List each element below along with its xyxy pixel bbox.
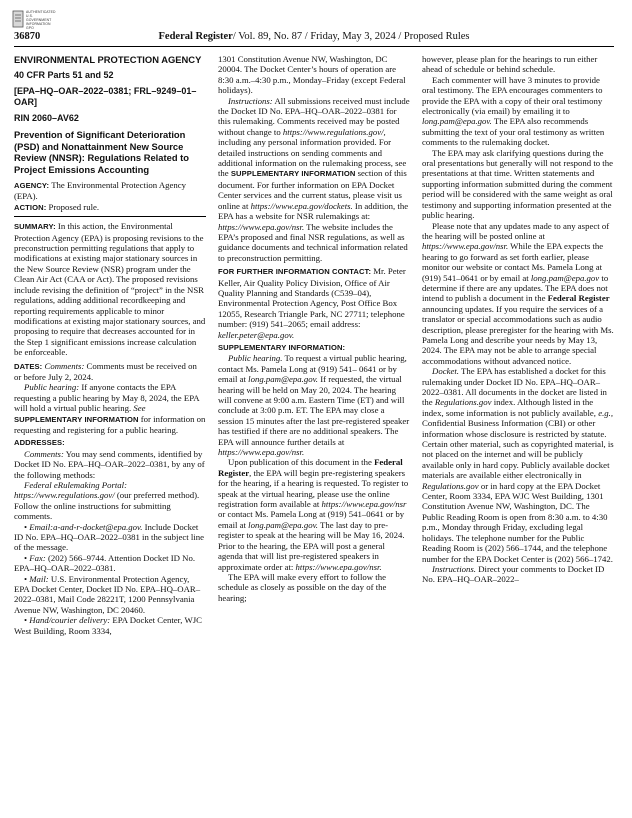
rin: RIN 2060–AV62 [14, 113, 79, 124]
registration-paragraph: Upon publication of this document in the Federal Register, the EPA will begin pre-registering speakers for the hearing, if a hearing is requested. To register to speak at the virtual hearing, please use the online registration form available at https://www.epa.gov/nsr or contact Ms. Pamela Long at (919) 541–0641 or by email at long.pam@epa.gov. The last day to pre-register to speak at the hearing will be May 16, 2024. Prior to the hearing, the EPA will post a general agenda that will list pre-registered speakers in approximate order at: https://www.epa.gov/nsr. [218, 457, 409, 572]
instructions: Instructions: All submissions received must include the Docket ID No. EPA–HQ–OAR–2022–0381 for this rulemaking. Comments received may be posted without change to https://www.regulations.gov/, including any personal information provided. For detailed instructions on sending comments and additional information on the rulemaking process, see the SUPPLEMENTARY INFORMATION section of this document. For further information on EPA Docket Center services and the current status, please visit us online at https://www.epa.gov/dockets. In addition, the EPA has a website for NSR rulemakings at: https://www.epa.gov/nsr. The website includes the EPA’s proposed and final NSR regulations, as well as guidance documents and technical information related to preconstruction permitting. [218, 95, 410, 263]
page-number: 36870 [14, 31, 41, 42]
schedule-continued: however, please plan for the hearings to run either ahead of schedule or behind schedule. [422, 54, 598, 75]
portal-method: Federal eRulemaking Portal: https://www.regulations.gov/ (our preferred method). Follow the online instructions for submitting comments. [14, 480, 200, 522]
issue-details: / Vol. 89, No. 87 / Friday, May 3, 2024 / Proposed Rules [232, 31, 470, 42]
addresses-comments: Comments: You may send comments, identified by Docket ID No. EPA–HQ–OAR–2022–0381, by any of the following methods: [14, 448, 205, 480]
addresses-label: ADDRESSES: [14, 438, 65, 448]
address-continued: 1301 Constitution Avenue NW, Washington, DC 20004. The Docket Center’s hours of operation are 8:30 a.m.–4:30 p.m., Monday–Friday (except Federal holidays). [218, 54, 406, 96]
public-hearing-paragraph: Public hearing. To request a virtual public hearing, contact Ms. Pamela Long at (919) 541– 0641 or by email at long.pam@epa.gov. If requested, the virtual hearing will be held on May 20, 2024. The hearing will convene at 9:00 a.m. Eastern Time (ET) and will conclude at 3:00 p.m. ET. The EPA may close a session 15 minutes after the last pre-registered speaker has testified if there are no additional speakers. The EPA will announce further details at https://www.epa.gov/nsr. [218, 353, 410, 458]
further-information-contact: FOR FURTHER INFORMATION CONTACT: Mr. Peter Keller, Air Quality Policy Division, Office of Air Quality Planning and Standards (C539–04), Environmental Protection Agency, Post Office Box 12055, Research Triangle Park, NC 27711; telephone number: (919) 541–2065; email address: keller.peter@epa.gov. [218, 266, 406, 340]
updates-paragraph: Please note that any updates made to any aspect of the hearing will be posted online at https://www.epa.gov/nsr. While the EPA expects the hearing to go forward as set forth earlier, please monitor our website or contact Ms. Pamela Long at (919) 541–0641 or by email at long.pam@epa.gov to determine if there are any updates. The EPA does not intend to publish a document in the Federal Register announcing updates. If you require the services of a translator or special accommodations such as audio description, please preregister for the hearing with Ms. Pamela Long and describe your needs by May 13, 2024. The EPA may not be able to arrange special accommodations without advanced notice. [422, 220, 614, 366]
column-1 [14, 54, 206, 636]
header-rule [14, 46, 614, 47]
docket-line-2: OAR] [14, 97, 37, 108]
agency-heading: ENVIRONMENTAL PROTECTION AGENCY [14, 54, 202, 65]
section-divider [14, 216, 206, 217]
page-header [14, 30, 614, 44]
gpo-authentication-logo [12, 8, 58, 30]
document-title: Prevention of Significant Deterioration (PSD) and Nonattainment New Source Review (NNSR): Regulations Related to Project Emissions Accounting [14, 129, 190, 175]
dates-public-hearing: Public hearing: If anyone contacts the EPA requesting a public hearing by May 8, 2024, the EPA will hold a virtual public hearing. See SUPPLEMENTARY INFORMATION for information on requesting and registering for a public hearing. [14, 382, 206, 435]
hand-delivery-method: • Hand/courier delivery: EPA Docket Center, WJC West Building, Room 3334, [14, 615, 202, 636]
fax-method: • Fax: (202) 566–9744. Attention Docket ID No. EPA–HQ–OAR–2022–0381. [14, 552, 196, 574]
oral-testimony-paragraph: Each commenter will have 3 minutes to provide oral testimony. The EPA encourages commenters to provide the EPA with a copy of their oral testimony electronically (via email) by emailing it to long.pam@epa.gov. The EPA also recommends submitting the text of your oral testimony as written comments to the rulemaking docket. [422, 74, 605, 148]
supplementary-information-label: SUPPLEMENTARY INFORMATION: [218, 342, 346, 352]
action-statement: ACTION: Proposed rule. [14, 201, 100, 212]
header-title [14, 30, 614, 44]
docket-line-1: [EPA–HQ–OAR–2022–0381; FRL–9249–01– [14, 86, 197, 97]
logo-text: AUTHENTICATED U.S. GOVERNMENT INFORMATION GPO [26, 10, 56, 30]
email-method: • Email:a-and-r-docket@epa.gov. Include Docket ID No. EPA–HQ–OAR–2022–0381 in the subject line of the message. [14, 521, 204, 553]
schedule-paragraph: The EPA will make every effort to follow the schedule as closely as possible on the day of the hearing; [218, 571, 387, 603]
agency-statement: AGENCY: The Environmental Protection Agency (EPA). [14, 180, 187, 202]
clarifying-questions-paragraph: The EPA may ask clarifying questions during the oral presentations but generally will not respond to the presentations at that time. Written statements and supporting information submitted during the comment period will be considered with the same weight as oral testimony and supporting information presented at the public hearing. [422, 147, 613, 221]
column-2 [218, 54, 410, 603]
summary: SUMMARY: In this action, the Environmental Protection Agency (EPA) is proposing revisions to the preconstruction permitting regulations that apply to modifications at existing major stationary sources in the New Source Review (NSR) program under the Clean Air Act (CAA or Act). The proposed revisions include revising the definition of “project” in the NSR regulations, adding additional recordkeeping and reporting requirements applicable to minor modifications at existing major stationary sources, and proposing to require that decreases accounted for in the Step 1 significant emissions increase calculation be enforceable. [14, 221, 206, 358]
dates: DATES: Comments: Comments must be received on or before July 2, 2024. [14, 360, 197, 382]
mail-method: • Mail: U.S. Environmental Protection Agency, EPA Docket Center, Docket ID No. EPA–HQ–OAR–2022–0381, Mail Code 28221T, 1200 Pennsylvania Avenue NW, Washington, DC 20460. [14, 573, 201, 615]
publication-name: Federal Register [158, 31, 233, 42]
instructions-paragraph: Instructions. Direct your comments to Docket ID No. EPA–HQ–OAR–2022– [422, 563, 605, 585]
federal-register-logo-icon [12, 9, 24, 29]
docket-paragraph: Docket. The EPA has established a docket for this rulemaking under Docket ID No. EPA–HQ–OAR–2022–0381. All documents in the docket are listed in the Regulations.gov index. Although listed in the index, some information is not publicly available, e.g., Confidential Business Information (CBI) or other information whose disclosure is restricted by statute. Certain other material, such as copyrighted material, is not placed on the internet and will be publicly available only in hard copy. Publicly available docket materials are available either electronically in Regulations.gov or in hard copy at the EPA Docket Center, Room 3334, EPA WJC West Building, 1301 Constitution Avenue NW, Washington, DC. The Public Reading Room is open from 8:30 a.m. to 4:30 p.m., Monday through Friday, excluding legal holidays. The telephone number for the Public Reading Room is (202) 566–1744, and the telephone number for the EPA Docket Center is (202) 566–1742. [422, 366, 614, 564]
cfr-parts: 40 CFR Parts 51 and 52 [14, 70, 114, 81]
column-3 [422, 54, 614, 585]
